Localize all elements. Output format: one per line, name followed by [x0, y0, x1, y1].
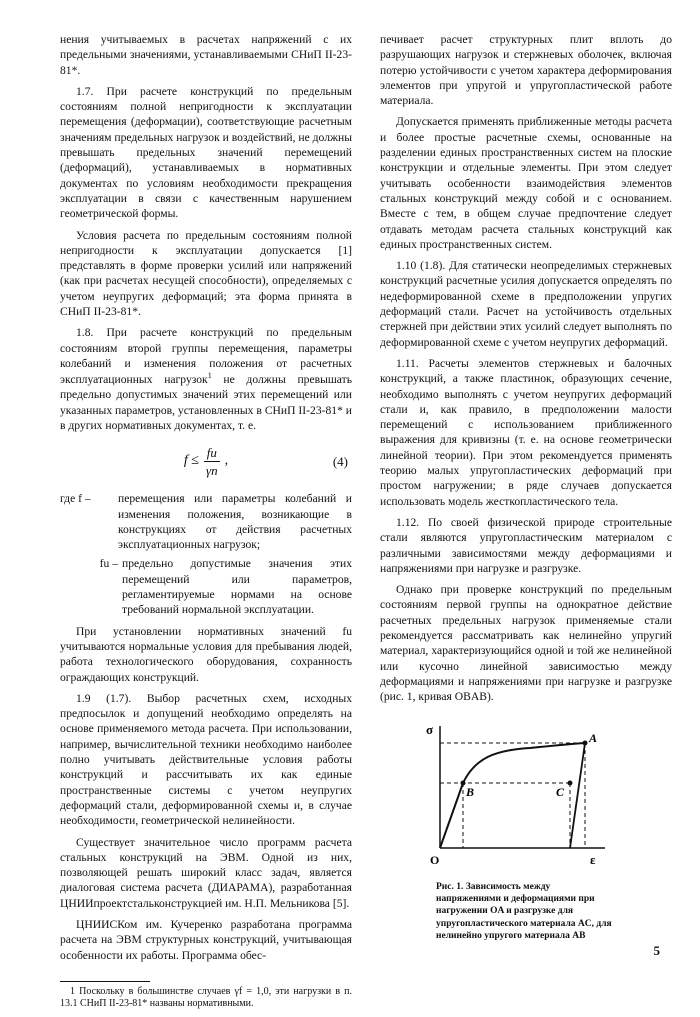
paragraph: Однако при проверке конструкций по предельным состояниям первой группы на однократное действие расчетных предельных нагрузок применяемые стали рекомендуется рассматривать как нелинейно упругий материал, характеризующийся одной и той же нелинейной или кусочно линейной зависимостью между деформациями и напряжениями при нагрузке и разгрузке (рис. 1, кривая OBAB).: [380, 583, 672, 704]
left-column: [60, 32, 352, 1017]
x-axis-label: ε: [590, 852, 596, 868]
figure-caption: Рис. 1. Зависимость между напряжениями и деформациями при нагружении OA и разгрузке для упругопластического материала AC, для нелинейно упругого материала AB: [436, 881, 612, 942]
definition-text: перемещения или параметры колебаний и изменения положения, возникающие в конструкциях от действия расчетных эксплуатационных нагрузок;: [118, 492, 352, 552]
point-c-marker: [568, 781, 573, 786]
paragraph-1-12: 1.12. По своей физической природе строительные стали являются упругопластическим материалом с различными зависимостями между деформациями и напряжениями при нагрузке и разгрузке.: [380, 515, 672, 575]
formula-fraction: [203, 444, 221, 479]
footnote: 1 Поскольку в большинстве случаев γf = 1,0, эти нагрузки в п. 13.1 СНиП II-23-81* названы нормативными.: [60, 985, 352, 1010]
definition-f: [60, 491, 352, 552]
definitions: [60, 491, 352, 617]
paragraph: Условия расчета по предельным состояниям полной непригодности к эксплуатации допускается [1] представлять в форме проверки усилий или напряжений (как при расчетах несущей способности), определяемых с учетом неупругих деформаций; эта форма принята в СНиП II-23-81*.: [60, 228, 352, 319]
right-column: [380, 32, 672, 942]
formula-denominator: γn: [205, 462, 218, 478]
formula-tail: ,: [224, 453, 229, 469]
paragraph-text: не должны превышать предельно допустимых значений этих перемещений или указанных параметров, установленных в СНиП II-23-81* и в других нормативных документах, т. е.: [60, 373, 352, 432]
paragraph-text: 1.8. При расчете конструкций по предельным состояниям второй группы перемещения, параметры колебаний и изменения положения от расчетных эксплуатационных нагрузок: [60, 326, 352, 387]
definition-term: где f –: [60, 492, 91, 506]
paragraph: ЦНИИСКом им. Кучеренко разработана программа расчета на ЭВМ структурных конструкций, учитывающая особенности их работы. Программа обес-: [60, 918, 352, 962]
paragraph: Допускается применять приближенные методы расчета и более простые расчетные схемы, основанные на разделении единых пространственных систем на плоские конструкции и отдельные элементы. При этом следует учитывать особенности взаимодействия элементов стальных конструкций между собой и с основанием. Вместе с тем, в общем случае предпочтение следует отдавать методам расчета стальных конструкций как единых пространственных систем.: [380, 115, 672, 251]
point-a-label: A: [589, 731, 598, 746]
point-b-marker: [461, 781, 466, 786]
paragraph-1-9: 1.9 (1.7). Выбор расчетных схем, исходных предпосылок и допущений необходимо определять на основе применяемого метода расчета. При использовании, например, вычислительной техники необходимо наиболее полно учитывать действительные условия работы конструкций и рассчитывать их как единые пространственные системы с учетом неупругих деформаций стали, деформированной схемы и, в случае необходимости, геометрической нелинейности.: [60, 691, 352, 828]
paragraph-1-8: [60, 325, 352, 433]
stress-strain-diagram: [420, 718, 620, 868]
point-b-label: B: [466, 785, 475, 800]
paragraph: печивает расчет структурных плит вплоть до разрушающих нагрузок и стержневых оболочек, включая потерю устойчивости с учетом характера деформирования элементов при упругой и упругопластической работе материала.: [380, 33, 672, 108]
y-axis-label: σ: [426, 722, 434, 738]
paragraph: При установлении нормативных значений fu учитываются нормальные условия для пребывания людей, работа технологического оборудования, сохранность ограждающих конструкций.: [60, 624, 352, 684]
page-number: 5: [653, 942, 660, 958]
formula-number: (4): [332, 453, 348, 469]
formula-expression: [184, 444, 228, 479]
origin-label: O: [430, 853, 440, 868]
definition-fu: [60, 556, 352, 617]
formula-numerator: fu: [204, 444, 220, 462]
paragraph-1-11: 1.11. Расчеты элементов стержневых и балочных конструкций, а также пластинок, образующих сечение, необходимо выполнять с учетом неупругих деформаций стали и, как правило, в предположении малости перемещений с использованием приближенного выражения для кривизны (т. е. на основе геометрически линейной теории). При этом рекомендуется применять теорию малых упругопластических деформаций при простом нагружении; в ряде случаев допускается использовать модель жесткопластического тела.: [380, 356, 672, 508]
paragraph-1-10: 1.10 (1.8). Для статически неопределимых стержневых конструкций расчетные усилия допускается определять по недеформированной схеме в предположении упругих деформаций стали. Расчет на устойчивость отдельных стержней при действии этих усилий следует выполнять по деформированной схеме с учетом неупругих деформаций.: [380, 259, 672, 349]
footnote-marker: 1: [207, 371, 212, 381]
definition-term: fu –: [99, 557, 118, 571]
formula-4: [60, 439, 352, 483]
point-c-label: C: [556, 785, 565, 800]
definition-text: предельно допустимые значения этих перемещений или параметров, регламентируемые нормами на основе требований нормальной эксплуатации.: [122, 557, 352, 617]
figure-1: [420, 718, 620, 872]
paragraph: Существует значительное число программ расчета стальных конструкций на ЭВМ. Одной из них, позволяющей решать широкий класс задач, является диалоговая система расчета (ДИАРАМА), разработанная ЦНИИпроектстальконструкцией им. Н.П. Мельникова [5].: [60, 835, 352, 910]
formula-lhs: f ≤: [183, 453, 199, 469]
paragraph-1-7: 1.7. При расчете конструкций по предельным состояниям полной непригодности к эксплуатации перемещения (деформации), соответствующие расчетным значениям предельных нагрузок и воздействий, не должны превышать предельных значений перемещений (деформаций), устанавливаемых в нормативных документах по условиям необходимости прекращения эксплуатации в связи с качественным нарушением геометрической формы.: [60, 84, 352, 221]
unloading-line: [570, 743, 585, 848]
footnote-divider: [60, 981, 150, 982]
point-a-marker: [583, 741, 588, 746]
paragraph: нения учитываемых в расчетах напряжений с их предельными значениями, устанавливаемыми СНиП II-23-81*.: [60, 33, 352, 77]
